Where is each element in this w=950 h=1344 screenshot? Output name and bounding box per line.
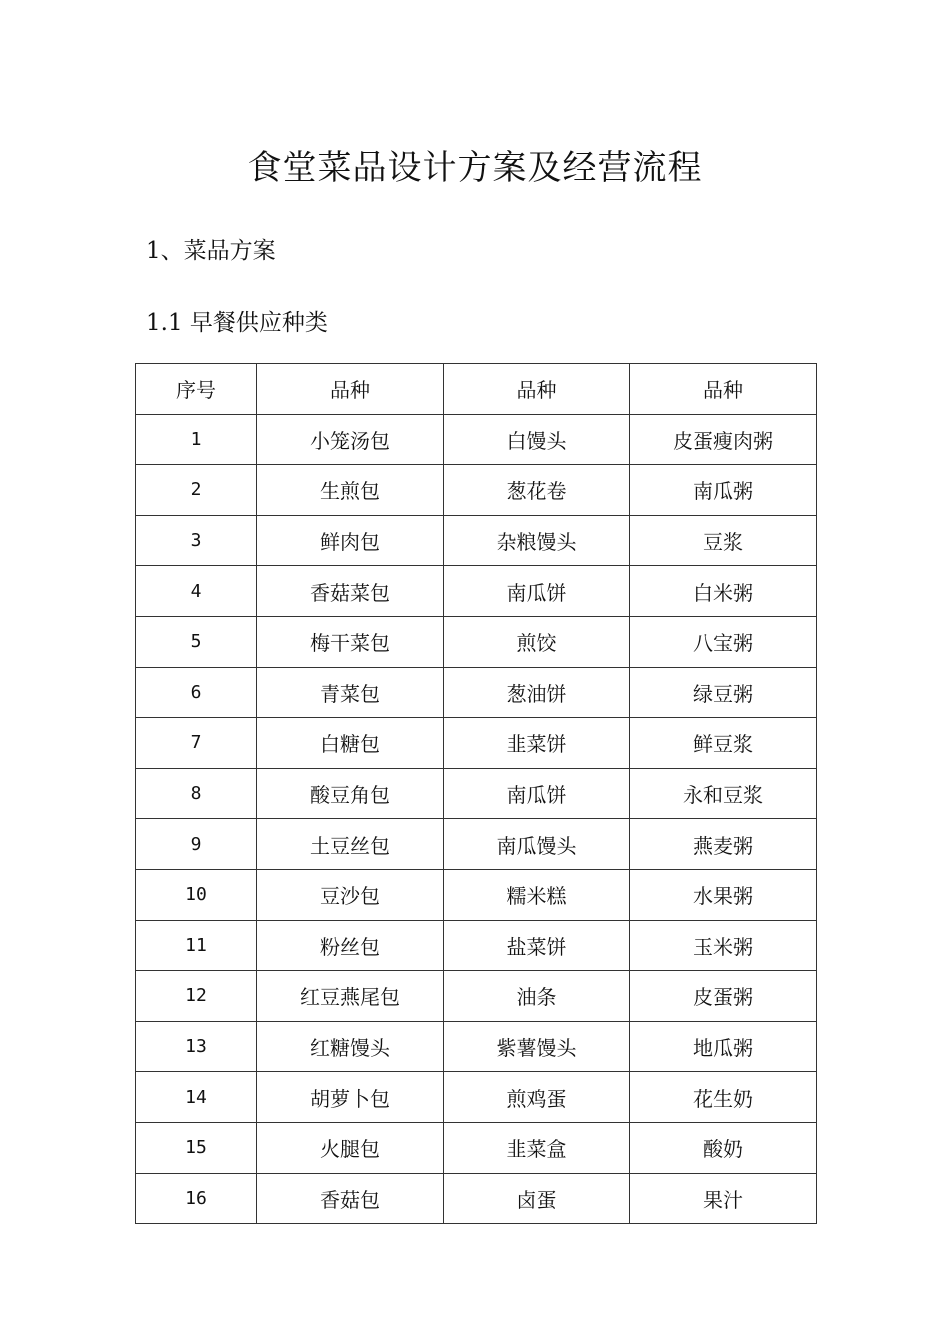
table-row: [136, 1173, 817, 1224]
row-index-cell: 16: [136, 1173, 257, 1224]
table-row: [136, 566, 817, 617]
menu-item-cell: 鲜肉包: [257, 515, 444, 566]
menu-item-cell: 南瓜饼: [444, 566, 630, 617]
table-row: [136, 515, 817, 566]
menu-item-cell: 豆浆: [630, 515, 817, 566]
menu-item-cell: 花生奶: [630, 1072, 817, 1123]
header-variety-2: 品种: [444, 364, 630, 415]
subsection-heading: 1.1 早餐供应种类: [146, 310, 328, 336]
table-row: [136, 616, 817, 667]
menu-item-cell: 土豆丝包: [257, 819, 444, 870]
menu-item-cell: 燕麦粥: [630, 819, 817, 870]
menu-item-cell: 皮蛋瘦肉粥: [630, 414, 817, 465]
row-index-cell: 10: [136, 869, 257, 920]
menu-item-cell: 煎鸡蛋: [444, 1072, 630, 1123]
row-index-cell: 6: [136, 667, 257, 718]
row-index-cell: 7: [136, 718, 257, 769]
menu-item-cell: 八宝粥: [630, 616, 817, 667]
menu-item-cell: 南瓜馒头: [444, 819, 630, 870]
table-row: [136, 971, 817, 1022]
row-index-cell: 15: [136, 1122, 257, 1173]
menu-item-cell: 皮蛋粥: [630, 971, 817, 1022]
menu-item-cell: 梅干菜包: [257, 616, 444, 667]
row-index-cell: 11: [136, 920, 257, 971]
menu-item-cell: 韭菜盒: [444, 1122, 630, 1173]
menu-item-cell: 豆沙包: [257, 869, 444, 920]
menu-item-cell: 卤蛋: [444, 1173, 630, 1224]
menu-item-cell: 火腿包: [257, 1122, 444, 1173]
menu-item-cell: 葱油饼: [444, 667, 630, 718]
menu-item-cell: 南瓜粥: [630, 465, 817, 516]
row-index-cell: 8: [136, 768, 257, 819]
menu-item-cell: 鲜豆浆: [630, 718, 817, 769]
row-index-cell: 3: [136, 515, 257, 566]
row-index-cell: 14: [136, 1072, 257, 1123]
menu-item-cell: 永和豆浆: [630, 768, 817, 819]
menu-item-cell: 白米粥: [630, 566, 817, 617]
document-title: 食堂菜品设计方案及经营流程: [247, 148, 703, 188]
row-index-cell: 12: [136, 971, 257, 1022]
section-heading: 1、菜品方案: [146, 238, 276, 264]
menu-item-cell: 红糖馒头: [257, 1021, 444, 1072]
menu-item-cell: 玉米粥: [630, 920, 817, 971]
table-row: [136, 819, 817, 870]
header-variety-1: 品种: [257, 364, 444, 415]
menu-item-cell: 生煎包: [257, 465, 444, 516]
header-index: 序号: [136, 364, 257, 415]
menu-item-cell: 小笼汤包: [257, 414, 444, 465]
menu-item-cell: 地瓜粥: [630, 1021, 817, 1072]
row-index-cell: 5: [136, 616, 257, 667]
menu-item-cell: 白糖包: [257, 718, 444, 769]
table-row: [136, 667, 817, 718]
header-variety-3: 品种: [630, 364, 817, 415]
table-row: [136, 414, 817, 465]
menu-item-cell: 糯米糕: [444, 869, 630, 920]
table-header-row: [136, 364, 817, 415]
menu-item-cell: 青菜包: [257, 667, 444, 718]
menu-item-cell: 绿豆粥: [630, 667, 817, 718]
menu-item-cell: 南瓜饼: [444, 768, 630, 819]
row-index-cell: 4: [136, 566, 257, 617]
row-index-cell: 1: [136, 414, 257, 465]
menu-item-cell: 酸奶: [630, 1122, 817, 1173]
table-row: [136, 1072, 817, 1123]
row-index-cell: 2: [136, 465, 257, 516]
table-row: [136, 465, 817, 516]
menu-item-cell: 白馒头: [444, 414, 630, 465]
table-row: [136, 768, 817, 819]
table-row: [136, 869, 817, 920]
menu-item-cell: 紫薯馒头: [444, 1021, 630, 1072]
menu-item-cell: 香菇包: [257, 1173, 444, 1224]
table-row: [136, 1122, 817, 1173]
menu-item-cell: 煎饺: [444, 616, 630, 667]
breakfast-menu-table: [135, 363, 817, 1224]
menu-item-cell: 红豆燕尾包: [257, 971, 444, 1022]
menu-item-cell: 果汁: [630, 1173, 817, 1224]
menu-item-cell: 油条: [444, 971, 630, 1022]
menu-item-cell: 水果粥: [630, 869, 817, 920]
table-row: [136, 920, 817, 971]
menu-item-cell: 葱花卷: [444, 465, 630, 516]
table-row: [136, 718, 817, 769]
row-index-cell: 9: [136, 819, 257, 870]
menu-item-cell: 韭菜饼: [444, 718, 630, 769]
table-row: [136, 1021, 817, 1072]
row-index-cell: 13: [136, 1021, 257, 1072]
menu-item-cell: 胡萝卜包: [257, 1072, 444, 1123]
menu-item-cell: 杂粮馒头: [444, 515, 630, 566]
menu-item-cell: 粉丝包: [257, 920, 444, 971]
menu-item-cell: 酸豆角包: [257, 768, 444, 819]
menu-item-cell: 盐菜饼: [444, 920, 630, 971]
menu-item-cell: 香菇菜包: [257, 566, 444, 617]
